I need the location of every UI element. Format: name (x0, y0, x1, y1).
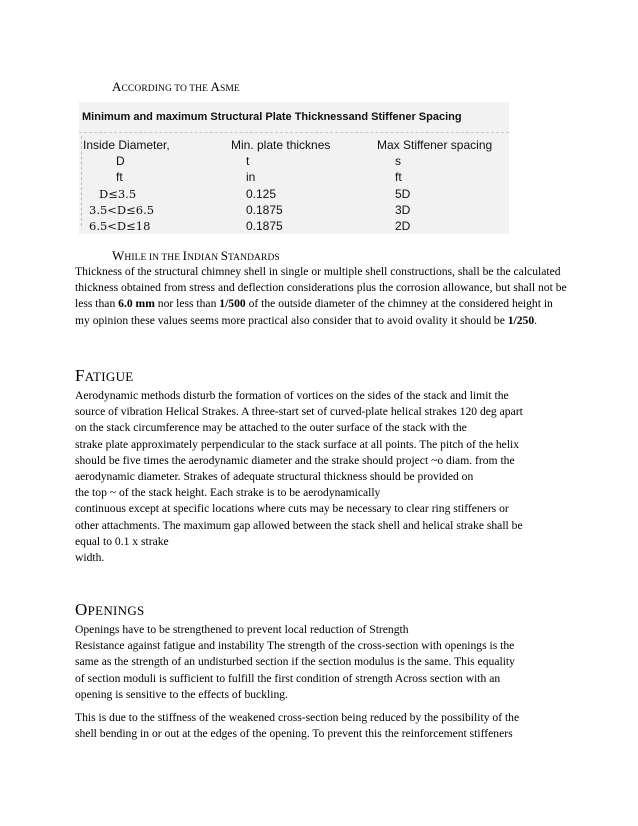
table-title: Minimum and maximum Structural Plate Thicknessand Stiffener Spacing (82, 111, 462, 123)
fatigue-heading: FATIGUE (75, 366, 134, 385)
header-min-plate-thickness: Min. plate thicknes (231, 138, 331, 152)
text-line: continuous except at specific locations where cuts may be necessary to clear ring stiffeners or (75, 502, 509, 516)
symbol-diameter: D (116, 154, 125, 168)
stiffener-spacing-table (79, 102, 509, 234)
text-line: width. (75, 551, 105, 565)
row-3-range: 6.5<D≤18 (89, 219, 151, 233)
fatigue-paragraph (75, 388, 575, 566)
table-divider (79, 132, 509, 133)
row-2-range: 3.5<D≤6.5 (89, 203, 155, 217)
unit-thickness: in (246, 170, 256, 184)
text-line: source of vibration Helical Strakes. A three-start set of curved-plate helical strakes 120 deg apart (75, 405, 523, 419)
unit-diameter: ft (116, 170, 123, 184)
symbol-thickness: t (246, 154, 250, 168)
header-inside-diameter: Inside Diameter, (83, 138, 170, 152)
text-line: on the stack circumference may be attached to the outer surface of the stack with the (75, 421, 467, 435)
text-line: the top ~ of the stack height. Each strake is to be aerodynamically (75, 486, 381, 500)
openings-paragraph-2 (75, 710, 575, 742)
text-line: opening is sensitive to the effects of buckling. (75, 687, 288, 701)
symbol-spacing: s (395, 154, 401, 168)
row-1-range: D≤3.5 (99, 187, 137, 201)
row-2-spacing: 3D (395, 203, 411, 217)
row-3-thickness: 0.1875 (246, 219, 283, 233)
openings-paragraph (75, 622, 575, 703)
text-line: This is due to the stiffness of the weakened cross-section being reduced by the possibility of the (75, 711, 520, 724)
text-line: aerodynamic diameter. Strakes of adequate structural thickness should be provided on (75, 470, 474, 484)
text-line: Openings have to be strengthened to prevent local reduction of Strength (75, 623, 409, 636)
indian-standards-paragraph: Thickness of the structural chimney shell in single or multiple shell constructions, shall be the calculated thickness obtained from stress and deflection considerations plus the corrosion allowance, but shall not be less than 6.0 mm nor less than 1/500 of the outside diameter of the chimney at the considered height in my opinion these values seems more practical also consider that to avoid ovality it should be 1/250. (75, 265, 567, 327)
row-1-spacing: 5D (395, 187, 411, 201)
unit-spacing: ft (395, 170, 402, 184)
text-line: other attachments. The maximum gap allowed between the stack shell and helical strake shall be (75, 518, 523, 532)
row-1-thickness: 0.125 (246, 187, 277, 201)
indian-standards-heading: WHILE IN THE INDIAN STANDARDS (112, 248, 280, 263)
text-line: should be five times the aerodynamic diameter and the strake should project ~o diam. from the (75, 453, 515, 467)
row-3-spacing: 2D (395, 219, 411, 233)
text-line: strake plate approximately perpendicular to the stack surface at all points. The pitch of the helix (75, 437, 520, 451)
text-line: Resistance against fatigue and instability The strength of the cross-section with openings is the (75, 639, 515, 653)
row-2-thickness: 0.1875 (246, 203, 283, 217)
openings-heading: OPENINGS (75, 600, 145, 619)
text-line: equal to 0.1 x strake (75, 534, 169, 548)
header-max-stiffener-spacing: Max Stiffener spacing (377, 138, 493, 152)
text-line: of section moduli is sufficient to fulfill the first condition of strength Across section with an (75, 671, 501, 685)
text-line: same as the strength of an undisturbed section if the section modulus is the same. This equality (75, 655, 515, 669)
text-line: shell bending in or out at the edges of the opening. To prevent this the reinforcement stiffeners (75, 727, 513, 741)
text-line: Aerodynamic methods disturb the formation of vortices on the sides of the stack and limit the (75, 389, 509, 402)
table-left-border (81, 136, 82, 226)
asme-heading: ACCORDING TO THE ASME (112, 79, 240, 94)
